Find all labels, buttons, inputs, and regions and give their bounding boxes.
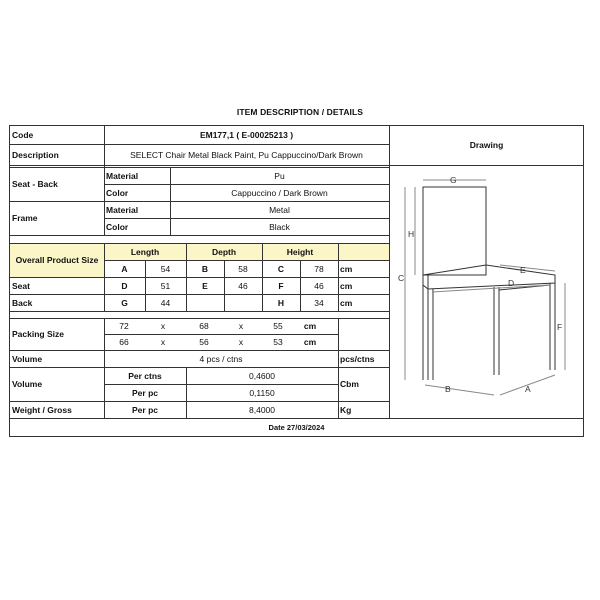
seat-back-label: Seat - Back [12,179,58,189]
weight-value: 8,4000 [249,404,275,415]
volume-per-ctns-label: Per ctns [128,370,162,381]
date-footer: Date 27/03/2024 [268,423,325,432]
back-dim-label: Back [12,297,33,308]
dim-g-letter: G [121,297,128,308]
dim-e-value: 46 [238,280,248,291]
seat-back-material-value: Pu [274,170,285,181]
code-label: Code [12,129,34,140]
letter-b: B [445,384,451,394]
volume-count-label: Volume [12,353,43,364]
frame-material-label: Material [106,204,139,215]
packing-1-x2: x [238,321,244,331]
packing-2-length: 66 [119,337,129,347]
packing-1-height: 55 [273,321,283,331]
frame-material-value: Metal [269,204,290,215]
chair-drawing [390,165,563,395]
dim-c-value: 78 [314,263,324,274]
dim-f-letter: F [278,280,284,291]
letter-c: C [398,273,405,283]
packing-1-x1: x [160,321,166,331]
dim-e-letter: E [202,280,208,291]
letter-f: F [557,322,563,332]
packing-2-x1: x [160,337,166,347]
description-label: Description [12,149,59,160]
letter-h: H [408,229,415,239]
frame-label: Frame [12,213,38,223]
volume-count-value: 4 pcs / ctns [199,353,243,364]
frame-color-label: Color [106,221,129,232]
header-unit-spacer [338,243,389,260]
dim-g-value: 44 [160,297,171,308]
seat-dim-label: Seat [12,280,30,291]
code-value: EM177,1 ( E-00025213 ) [199,129,294,140]
dim-b-value: 58 [238,263,248,274]
dim-a-value: 54 [160,263,171,274]
description-value: SELECT Chair Metal Black Paint, Pu Cappuccino/Dark Brown [130,149,363,160]
chair-backrest [423,187,486,275]
packing-2-width: 56 [199,337,209,347]
weight-per-pc-label: Per pc [132,404,158,415]
volume-per-ctns-value: 0,4600 [249,370,275,381]
weight-label: Weight / Gross [12,404,72,415]
volume-per-pc-value: 0,1150 [249,387,275,398]
height-header: Height [262,243,338,260]
seat-back-color-label: Color [106,187,129,198]
chair-dimension-diagram [390,165,563,395]
letter-d: D [508,278,515,288]
dim-h-value: 34 [314,297,324,308]
length-header: Length [104,243,186,260]
dim-line-b [425,385,494,395]
depth-header: Depth [186,243,262,260]
dim-d-value: 51 [160,280,171,291]
seat-dim-unit: cm [340,280,353,291]
dim-h-letter: H [277,297,285,308]
back-dim-unit: cm [340,297,353,308]
packing-2-height: 53 [273,337,283,347]
dim-f-value: 46 [314,280,324,291]
packing-2-x2: x [238,337,244,347]
dim-b-letter: B [201,263,209,274]
overall-size-label: Overall Product Size [10,243,104,277]
packing-1-length: 72 [119,321,129,331]
seat-back-color-value: Cappuccino / Dark Brown [231,187,328,198]
document-title: ITEM DESCRIPTION / DETAILS [236,107,364,117]
weight-unit: Kg [340,404,352,415]
volume-label: Volume [12,379,43,389]
volume-unit: Cbm [340,379,359,389]
frame-color-value: Black [269,221,290,232]
drawing-label: Drawing [469,140,504,150]
dim-a-letter: A [121,263,128,274]
dim-c-letter: C [277,263,285,274]
dim-row-a-unit: cm [340,263,353,274]
letter-a: A [525,384,531,394]
packing-1-unit: cm [303,321,317,331]
seat-back-material-label: Material [106,170,139,181]
packing-size-label: Packing Size [12,329,64,339]
volume-per-pc-label: Per pc [132,387,158,398]
letter-g: G [450,175,457,185]
dim-d-letter: D [121,280,128,291]
letter-e: E [520,265,526,275]
volume-count-unit: pcs/ctns [340,353,375,364]
packing-2-unit: cm [303,337,317,347]
packing-1-width: 68 [199,321,209,331]
